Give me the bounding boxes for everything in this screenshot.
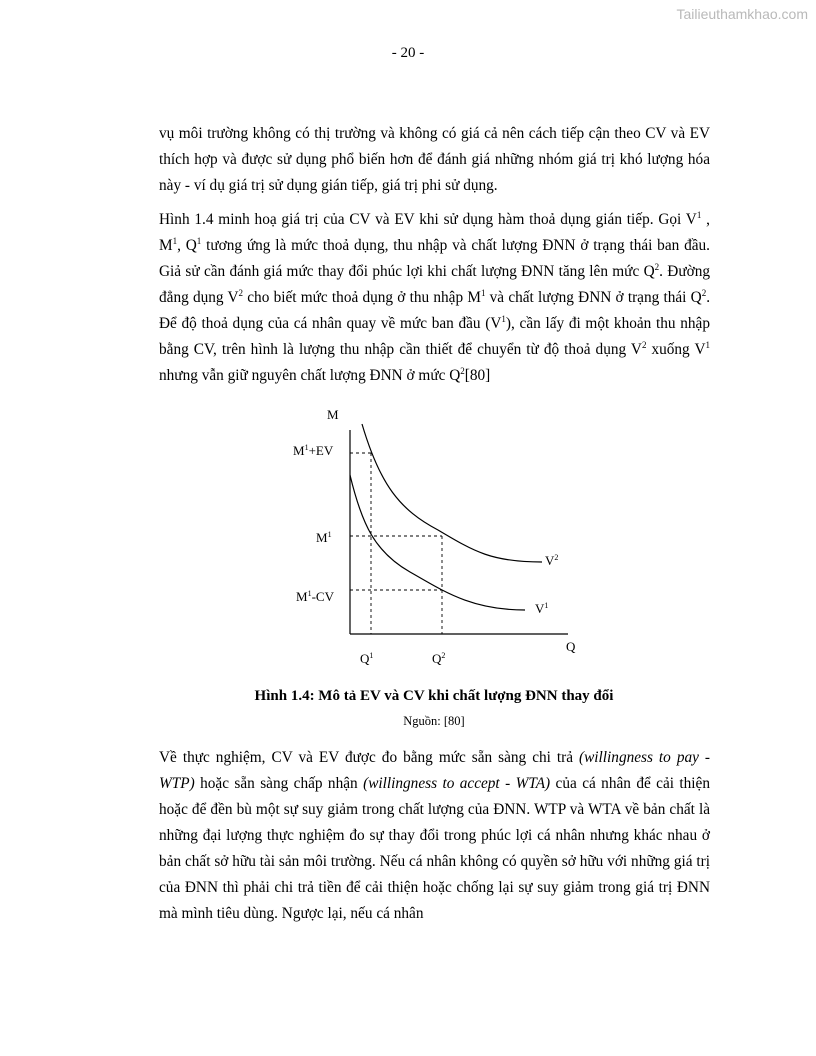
curve-label-v1: $V^1$ xyxy=(535,601,549,616)
superscript: 2 xyxy=(238,288,244,298)
superscript: 2 xyxy=(641,340,647,350)
paragraph-3: Về thực nghiệm, CV và EV được đo bằng mức sẵn sàng chi trả (willingness to pay - WTP) hoặc sẵn sàng chấp nhận (willingness to accept - WTA) của cá nhân để cải thiện hoặc để đền bù một sự suy giảm trong chất lượng của ĐNN. WTP và WTA về bản chất là những đại lượng thực nghiệm đo sự thay đổi trong phúc lợi cá nhân nhưng khác nhau ở bản chất sở hữu tài sản môi trường. Nếu cá nhân không có quyền sở hữu với những giá trị của ĐNN thì phải chi trả tiền để cải thiện hoặc chống lại sự suy giảm trong giá trị ĐNN mà mình tiêu dùng. Ngược lại, nếu cá nhân xyxy=(159,749,710,922)
superscript: 1 xyxy=(501,314,506,324)
tick-label-m1: $M^1$ xyxy=(316,530,332,545)
italic-term: (willingness to accept - WTA) xyxy=(363,775,551,792)
tick-label-q1: $Q^1$ xyxy=(360,651,374,665)
tick-label-m1-ev: $M^1+EV$ xyxy=(293,443,334,458)
tick-label-q2: $Q^2$ xyxy=(432,651,446,665)
superscript: 2 xyxy=(654,262,660,272)
tick-label-m1-cv: $M^1-CV$ xyxy=(296,589,334,604)
paragraph-2: Hình 1.4 minh hoạ giá trị của CV và EV khi sử dụng hàm thoả dụng gián tiếp. Gọi $V^1$ , $M^1$, $Q^1$ tương ứng là mức thoả dụng, thu nhập và chất lượng ĐNN ở trạng thái ban đầu. Giả sử cần đánh giá mức thay đổi phúc lợi khi chất lượng ĐNN tăng lên mức $Q^2$. Đường đẳng dụng $V^2$ cho biết mức thoả dụng ở thu nhập $M^1$ và chất lượng ĐNN ở trạng thái $Q^2$. Để độ thoả dụng của cá nhân quay về mức ban đầu $(V^1)$, cần lấy đi một khoản thu nhập bằng CV, trên hình là lượng thu nhập cần thiết để chuyển từ độ thoả dụng $V^2$ xuống $V^1$ nhưng vẫn giữ nguyên chất lượng ĐNN ở mức $Q^2[80]$ xyxy=(159,210,711,384)
superscript: 1 xyxy=(696,210,702,220)
superscript: 1 xyxy=(705,340,710,350)
figure-caption: Hình 1.4: Mô tả EV và CV khi chất lượng ĐNN thay đổi xyxy=(254,688,614,704)
watermark: Tailieuthamkhao.com xyxy=(676,6,808,22)
curve-v2 xyxy=(362,424,542,562)
superscript: 2 xyxy=(701,288,707,298)
superscript: 1 xyxy=(480,288,486,298)
figure-source: Nguồn: [80] xyxy=(403,714,465,728)
superscript: 2 xyxy=(460,366,465,376)
axis-y-label: M xyxy=(327,407,339,422)
paragraph-1: vụ môi trường không có thị trường và không có giá cả nên cách tiếp cận theo CV và EV thích hợp và được sử dụng phổ biến hơn để đánh giá những nhóm giá trị khó lượng hóa này - ví dụ giá trị sử dụng gián tiếp, giá trị phi sử dụng. xyxy=(159,125,710,194)
italic-term: (willingness to pay - WTP) xyxy=(159,749,710,792)
figure-ev-cv-diagram xyxy=(280,400,610,665)
superscript: 1 xyxy=(172,236,178,246)
axis-x-label: Q xyxy=(566,639,576,654)
superscript: 1 xyxy=(196,236,202,246)
page-number: - 20 - xyxy=(391,45,425,61)
curve-label-v2: $V^2$ xyxy=(545,553,559,568)
